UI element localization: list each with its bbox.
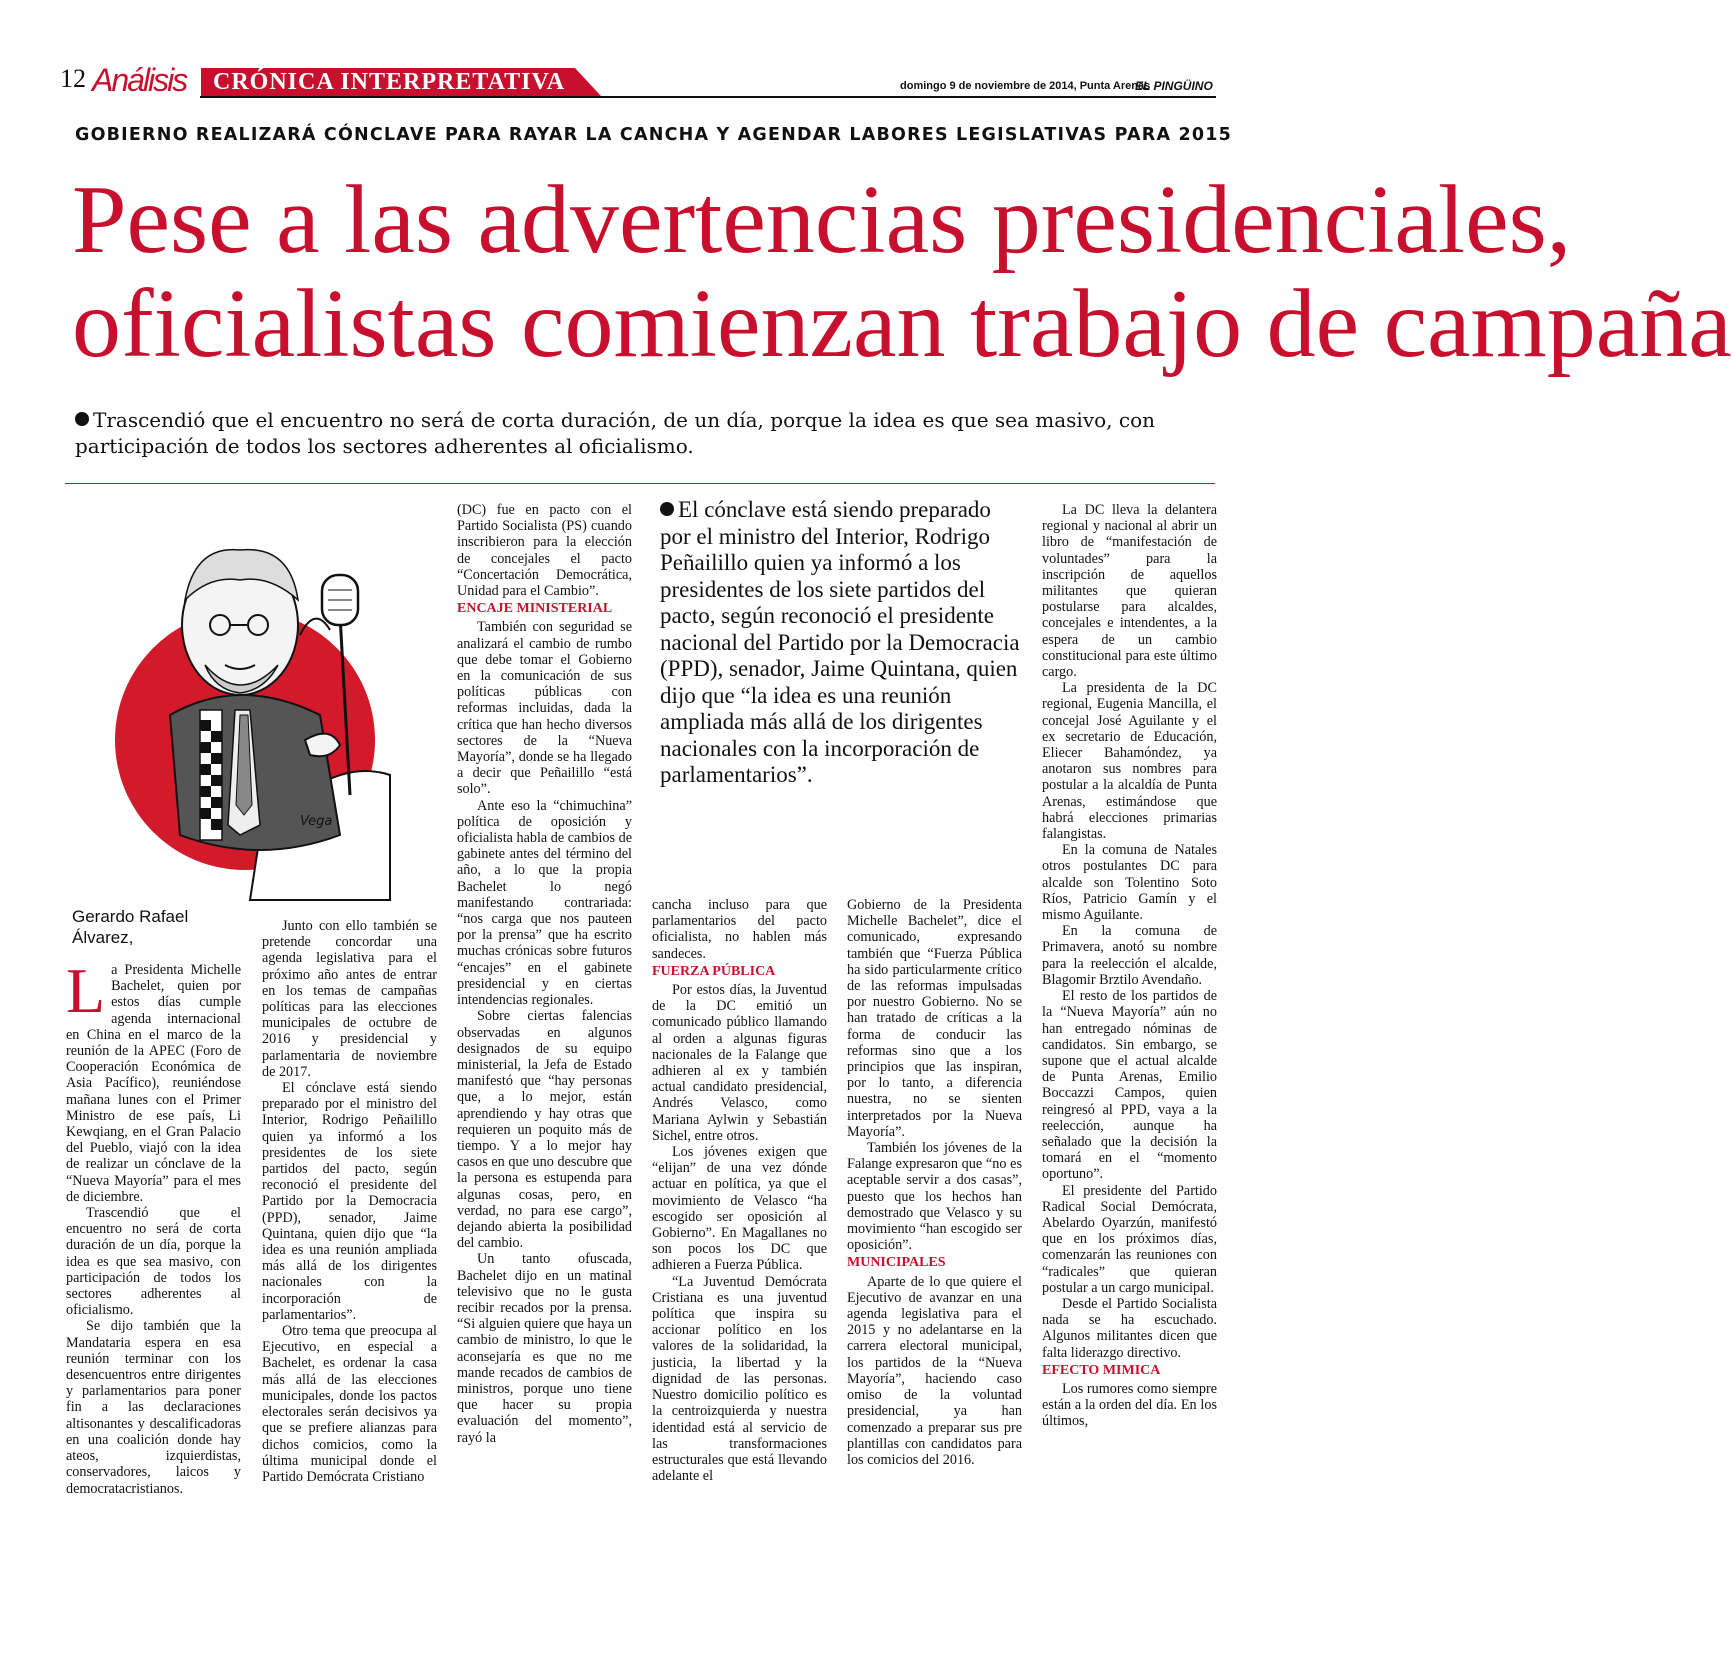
column-6 <box>1042 502 1217 1430</box>
byline <box>72 906 188 948</box>
column-2 <box>262 918 437 1485</box>
paragraph: (DC) fue en pacto con el Partido Socialista (PS) cuando inscribieron para la elección de concejales el pacto “Concertación Democrática, Unidad para el Cambio”. <box>457 502 632 600</box>
deck-text: Trascendió que el encuentro no será de corta duración, de un día, porque la idea es que sea masivo, con participación de todos los sectores adherentes al oficialismo. <box>75 408 1155 458</box>
paragraph: Gobierno de la Presidenta Michelle Bachelet”, dice el comunicado, expresando también que “Fuerza Pública ha sido particularmente crítico de las reformas impulsadas por nuestro Gobierno. No se han tratado de críticas a la forma de conducir las reformas sino que a los principios que las inspiran, por lo tanto, a diferencia nuestra, no se sienten interpretados por la Nueva Mayoría”. <box>847 897 1022 1140</box>
kicker: GOBIERNO REALIZARÁ CÓNCLAVE PARA RAYAR LA CANCHA Y AGENDAR LABORES LEGISLATIVAS PARA 2015 <box>75 125 1232 145</box>
drop-cap: L <box>66 955 106 1026</box>
paragraph: El resto de los partidos de la “Nueva Mayoría” aún no han entregado nóminas de candidatos. Sin embargo, se supone que el actual alcalde de Punta Arenas, Emilio Boccazzi Campos, quien reingresó al PPD, vaya a la reelección, aunque ha señalado que la decisión la tomará en el “momento oportuno”. <box>1042 988 1217 1183</box>
paragraph: En la comuna de Natales otros postulantes DC para alcalde son Tolentino Soto Ríos, Patricio Gamín y el mismo Aguilante. <box>1042 842 1217 924</box>
paragraph: La presidenta de la DC regional, Eugenia Mancilla, el concejal José Aguilante y el ex secretario de Educación, Eliecer Bahamóndez, ya anotaron sus nombres para postular a la alcaldía de Punta Arenas, estimándose que habrá elecciones primarias falangistas. <box>1042 680 1217 843</box>
paragraph: El cónclave está siendo preparado por el ministro del Interior, Rodrigo Peñailillo quien ya informó a los presidentes de los siete partidos del pacto, según reconoció el presidente del Partido por la Democracia (PPD), senador, Jaime Quintana, quien dijo que “la idea es una reunión ampliada más allá de los dirigentes nacionales con la incorporación de parlamentarios”. <box>262 1080 437 1323</box>
paragraph: Los rumores como siempre están a la orden del día. En los últimos, <box>1042 1380 1217 1430</box>
column-5 <box>847 897 1022 1468</box>
paragraph: Ante eso la “chimuchina” política de oposición y oficialista habla de cambios de gabinete antes del término del año, a lo que la propia Bachelet lo negó manifestando contrariada: “nos carga que nos pauteen por la prensa” que ha escrito muchas crónicas sobre futuros “encajes” en el gabinete presidencial y en ciertas intendencias regionales. <box>457 797 632 1009</box>
pull-quote <box>660 497 1025 789</box>
byline-surname: Álvarez, <box>72 928 134 947</box>
subheading-efecto-mimica: EFECTO MIMICA <box>1042 1362 1161 1378</box>
paragraph: También con seguridad se analizará el cambio de rumbo que debe tomar el Gobierno en la comunicación de sus políticas públicas con reformas incluidas, dada la crítica que han hecho diversos sectores de la “Nueva Mayoría”, donde se ha llegado a decir que Peñailillo “está solo”. <box>457 619 632 798</box>
bullet-icon <box>75 412 89 426</box>
deck <box>75 407 1170 459</box>
paragraph: Trascendió que el encuentro no será de corta duración de un día, porque la idea es que sea masivo, con participación de todos los sectores adherentes al oficialismo. <box>66 1205 241 1319</box>
subheading-encaje-ministerial: ENCAJE MINISTERIAL <box>457 601 613 617</box>
byline-name: Gerardo Rafael <box>72 907 189 926</box>
paragraph <box>66 955 241 1205</box>
illustrator-signature: Vega <box>300 814 333 829</box>
headline-line-1: Pese a las advertencias presidenciales, <box>72 166 1572 274</box>
headline-line-2: oficialistas comienzan trabajo de campaña <box>72 270 1732 378</box>
column-1 <box>66 955 241 1497</box>
headline <box>72 166 1732 378</box>
column-3 <box>457 502 632 1446</box>
pull-quote-text: El cónclave está siendo preparado por el ministro del Interior, Rodrigo Peñailillo quien ya informó a los presidentes de los siete partidos del pacto, según reconoció el presidente nacional del Partido por la Democracia (PPD), senador, Jaime Quintana, quien dijo que “la idea es una reunión ampliada más allá de los dirigentes nacionales con la incorporación de parlamentarios”. <box>660 497 1020 787</box>
page-number: 12 <box>60 64 86 93</box>
paragraph: Desde el Partido Socialista nada se ha escuchado. Algunos militantes dicen que falta liderazgo directivo. <box>1042 1295 1217 1361</box>
paragraph: El presidente del Partido Radical Social Demócrata, Abelardo Oyarzún, manifestó que en los próximos días, comenzarán las reuniones con “radicales” que quieran postular a un cargo municipal. <box>1042 1182 1217 1296</box>
scarf <box>200 710 222 840</box>
dateline: domingo 9 de noviembre de 2014, Punta Arenas <box>900 80 1151 92</box>
section-name: Análisis <box>92 62 187 98</box>
paragraph: Se dijo también que la Mandataria espera en esa reunión terminar con los desencuentros entre dirigentes y parlamentarios para poner fin a las declaraciones altisonantes y descalificadoras en una coalición donde hay ateos, izquierdistas, conservadores, laicos y democratacristianos. <box>66 1318 241 1497</box>
section-bar-cut <box>575 68 601 96</box>
paragraph: Por estos días, la Juventud de la DC emitió un comunicado público llamando al orden a algunas figuras nacionales de la Falange que adhieren al ex y también actual candidato presidencial, Andrés Velasco, como Mariana Aylwin y Sebastián Sichel, entre otros. <box>652 982 827 1144</box>
column-4 <box>652 897 827 1484</box>
paragraph: Otro tema que preocupa al Ejecutivo, en especial a Bachelet, es ordenar la casa más allá de las elecciones municipales, donde los pactos electorales serán decisivos ya que se prefiere alianzas para dichos comicios, como la última municipal donde el Partido Demócrata Cristiano <box>262 1323 437 1485</box>
divider-line <box>65 483 1215 484</box>
bullet-icon <box>660 502 674 516</box>
paragraph: “La Juventud Demócrata Cristiana es una juventud política que inspira su accionar político en los valores de la solidaridad, la justicia, la libertad y la dignidad de las personas. Nuestro domicilio político es la centroizquierda y nuestra identidad está al servicio de las transformaciones estructurales que está llevando adelante el <box>652 1273 827 1485</box>
paragraph: Junto con ello también se pretende concordar una agenda legislativa para el próximo año antes de entrar en los temas de campañas políticas para las elecciones municipales de octubre de 2016 y presidencial y parlamentaria de noviembre de 2017. <box>262 918 437 1080</box>
paragraph: También los jóvenes de la Falange expresaron que “no es aceptable servir a dos casas”, puesto que los hechos han demostrado que Velasco y su movimiento “han escogido ser oposición”. <box>847 1140 1022 1254</box>
paragraph: Un tanto ofuscada, Bachelet dijo en un matinal televisivo que no le gusta recibir recados por la prensa. “Si alguien quiere que haya un cambio de ministro, lo que le aconsejaría es que no me mande recados de cambios de ministros, porque uno tiene que hacer su propia evaluación del momento”, rayó la <box>457 1251 632 1446</box>
paragraph-text: a Presidenta Michelle Bachelet, quien por estos días cumple agenda internacional en China en el marco de la reunión de la APEC (Foro de Cooperación Económica de Asia Pacífico), reuniéndose mañana lunes con el Primer Ministro de ese país, Li Kewqiang, en el Gran Palacio del Pueblo, viajó con la idea de realizar un cónclave de la “Nueva Mayoría” para el mes de diciembre. <box>66 962 241 1205</box>
caricature-svg <box>100 505 400 905</box>
publication-name: EL PINGÜINO <box>1135 79 1213 93</box>
header-rule <box>200 96 1216 98</box>
paragraph: Los jóvenes exigen que “elijan” de una vez dónde actuar en política, ya que el movimiento de Velasco “ha escogido ser oposición al Gobierno”. En Magallanes no son pocos los DC que adhieren a Fuerza Pública. <box>652 1144 827 1274</box>
caricature-illustration <box>100 505 400 905</box>
paragraph: La DC lleva la delantera regional y nacional al abrir un libro de “manifestación de voluntades” para la inscripción de aquellos militantes que quieran postularse para alcaldes, concejales e intendentes, a la espera de un cambio constitucional para este último cargo. <box>1042 502 1217 681</box>
subheading-fuerza-publica: FUERZA PÚBLICA <box>652 963 776 979</box>
subsection-name: CRÓNICA INTERPRETATIVA <box>213 69 566 95</box>
paragraph: cancha incluso para que parlamentarios del pacto oficialista, no hablen más sandeces. <box>652 897 827 962</box>
paragraph: En la comuna de Primavera, anotó su nombre para la reelección el alcalde, Blagomir Brztilo Avendaño. <box>1042 923 1217 988</box>
paragraph: Sobre ciertas falencias observadas en algunos designados de su equipo ministerial, la Jefa de Estado manifestó que “hay personas que, a lo mejor, están aprendiendo y hay otras que requieren un poquito más de tiempo. Y a lo mejor hay casos en que uno descubre que la persona es estupenda para algunas cosas, pero, en verdad, no para ese cargo”, dejando abierta la posibilidad del cambio. <box>457 1008 632 1252</box>
subheading-municipales: MUNICIPALES <box>847 1255 946 1271</box>
paragraph: Aparte de lo que quiere el Ejecutivo de avanzar en una agenda legislativa para el 2015 y no adelantarse en la carrera electoral municipal, los partidos de la “Nueva Mayoría”, haciendo caso omiso de la voluntad presidencial, ya han comenzado a preparar sus pre plantillas con candidatos para los comicios del 2016. <box>847 1273 1022 1468</box>
